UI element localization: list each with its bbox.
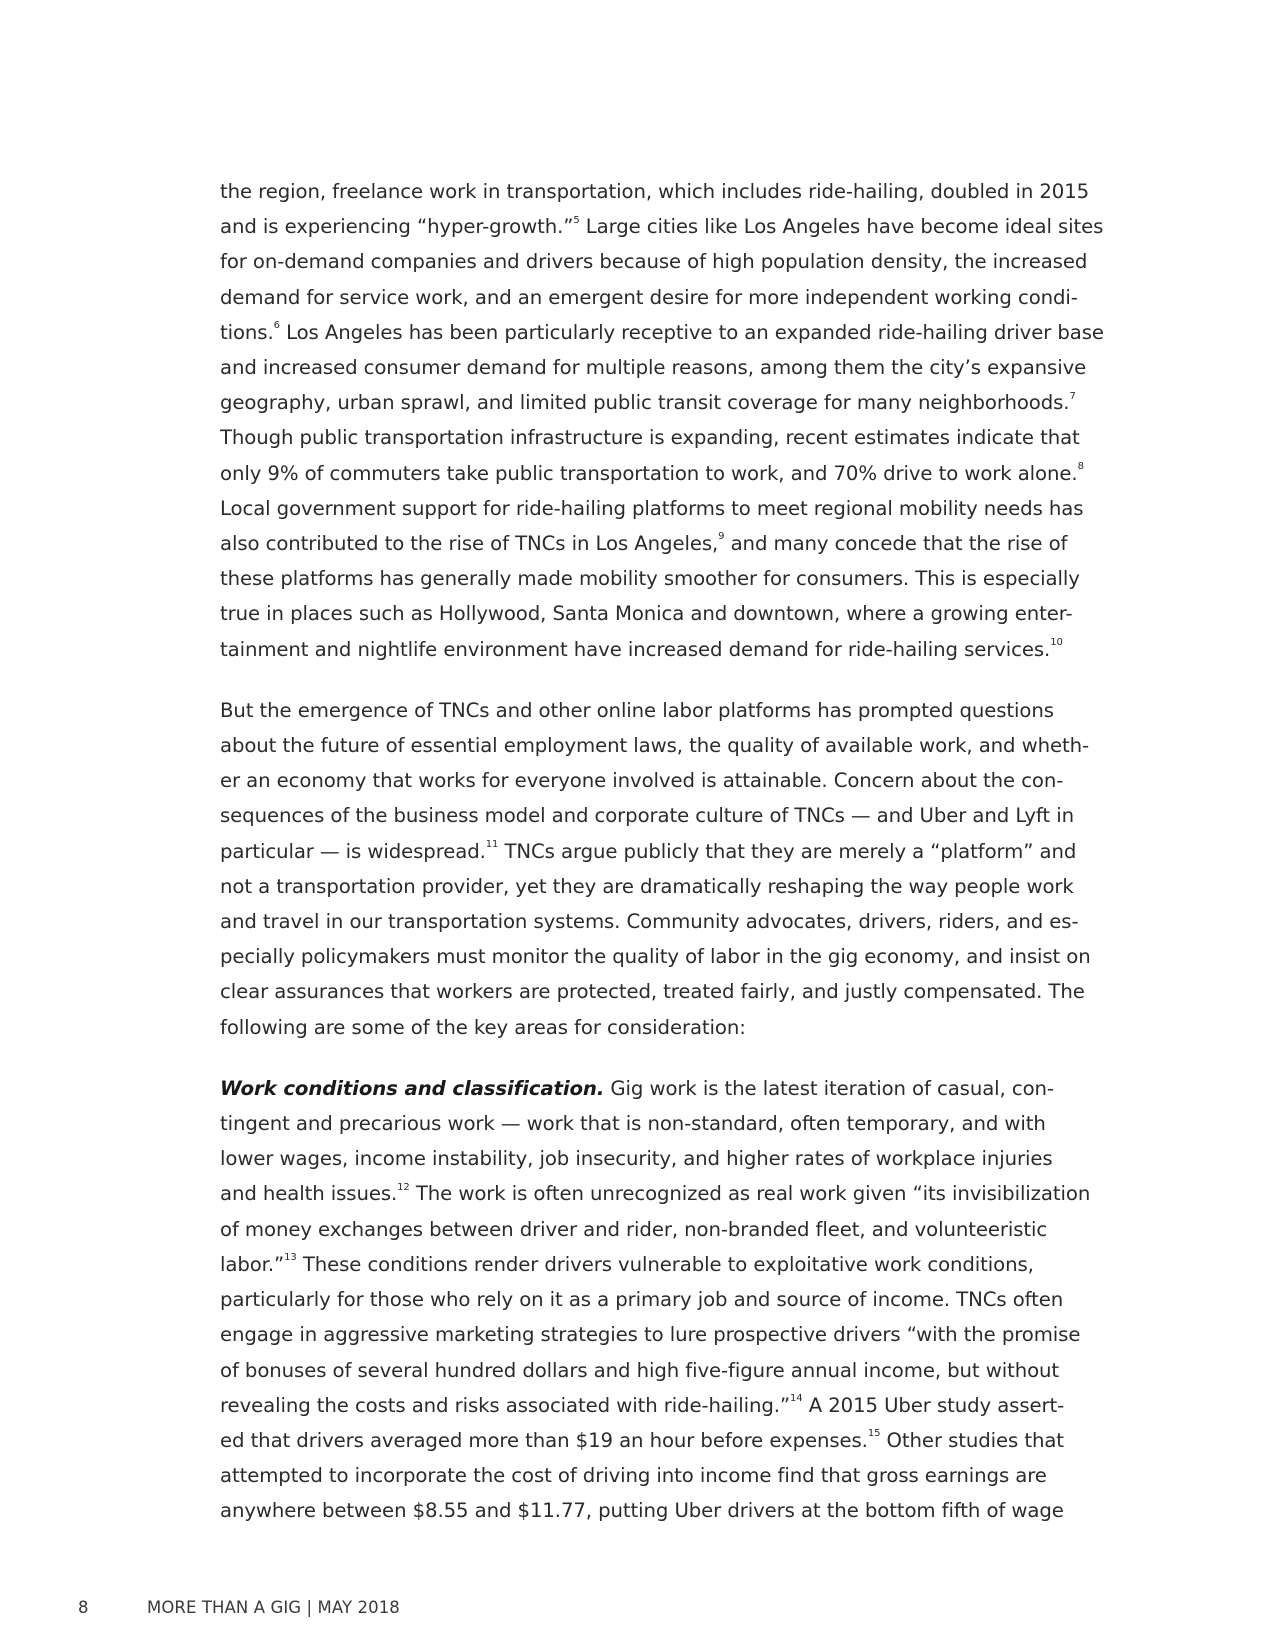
text-line: labor.”$^{13}$ These conditions render drivers vulnerable to exploitative work conditions, (220, 1252, 1034, 1276)
text-line: not a transportation provider, yet they are dramatically reshaping the way people work (220, 874, 1074, 898)
text-line: clear assurances that workers are protected, treated fairly, and justly compensated. The (220, 980, 1085, 1004)
text-line: and travel in our transportation systems. Community advocates, drivers, riders, and es- (220, 910, 1079, 934)
text-line: Though public transportation infrastructure is expanding, recent estimates indicate that (220, 426, 1080, 450)
footnote-ref[interactable]: 12 (397, 1181, 410, 1193)
footnote-ref[interactable]: 8 (1077, 461, 1084, 473)
text-line: ed that drivers averaged more than $19 an hour before expenses.$^{15}$ Other studies that (220, 1428, 1064, 1452)
text-line: these platforms has generally made mobility smoother for consumers. This is especially (220, 567, 1080, 591)
footnote-ref[interactable]: 5 (573, 214, 580, 226)
text-line: tions.$^6$ Los Angeles has been particularly receptive to an expanded ride-hailing driver base (220, 320, 1104, 344)
footnote-ref[interactable]: 6 (273, 320, 280, 332)
text-line: only 9% of commuters take public transportation to work, and 70% drive to work alone.$^8$ (220, 461, 1084, 485)
text-line: of money exchanges between driver and rider, non-branded fleet, and volunteeristic (220, 1217, 1048, 1241)
footnote-ref[interactable]: 11 (485, 839, 499, 851)
footnote-ref[interactable]: 13 (284, 1252, 297, 1264)
footnote-ref[interactable]: 14 (790, 1393, 803, 1405)
text-line: demand for service work, and an emergent desire for more independent working condi- (220, 285, 1078, 309)
text-line: lower wages, income instability, job insecurity, and higher rates of workplace injuries (220, 1147, 1053, 1171)
text-line: about the future of essential employment laws, the quality of available work, and wheth- (220, 734, 1089, 758)
text-line: attempted to incorporate the cost of driving into income find that gross earnings are (220, 1464, 1047, 1488)
running-footer-title: MORE THAN A GIG | MAY 2018 (147, 1598, 400, 1617)
text-line: particular — is widespread.$^{11}$ TNCs argue publicly that they are merely a “platform” and (220, 839, 1077, 863)
text-line: and is experiencing “hyper-growth.”$^5$ Large cities like Los Angeles have become ideal sites (220, 214, 1104, 239)
text-line: pecially policymakers must monitor the quality of labor in the gig economy, and insist on (220, 945, 1091, 969)
text-line: tainment and nightlife environment have increased demand for ride-hailing services.$^{10}$ (220, 637, 1063, 661)
text-line: following are some of the key areas for consideration: (220, 1015, 746, 1039)
text-line: revealing the costs and risks associated with ride-hailing.”$^{14}$ A 2015 Uber study assert- (220, 1393, 1065, 1417)
text-line: the region, freelance work in transportation, which includes ride-hailing, doubled in 2015 (220, 180, 1090, 203)
text-line: engage in aggressive marketing strategies to lure prospective drivers “with the promise (220, 1323, 1081, 1347)
text-line: and health issues.$^{12}$ The work is often unrecognized as real work given “its invisibilization (220, 1181, 1091, 1206)
page-number: 8 (78, 1598, 89, 1617)
footnote-ref[interactable]: 15 (867, 1428, 881, 1440)
text-line: of bonuses of several hundred dollars and high five-figure annual income, but without (220, 1358, 1060, 1382)
paragraph-spacer (220, 667, 1080, 693)
text-line: anywhere between $8.55 and $11.77, putting Uber drivers at the bottom fifth of wage (220, 1499, 1064, 1523)
text-line: sequences of the business model and corporate culture of TNCs — and Uber and Lyft in (220, 804, 1074, 828)
paragraph-spacer (220, 1045, 1080, 1071)
body-text-column (220, 174, 1104, 1529)
section-lead-in: Work conditions and classification. (220, 1076, 605, 1100)
text-line: also contributed to the rise of TNCs in Los Angeles,$^9$ and many concede that the rise of (220, 531, 1068, 556)
text-line: particularly for those who rely on it as a primary job and source of income. TNCs often (220, 1288, 1064, 1312)
text-line: for on-demand companies and drivers because of high population density, the increased (220, 250, 1088, 274)
text-line: true in places such as Hollywood, Santa Monica and downtown, where a growing enter- (220, 602, 1073, 626)
text-line: Work conditions and classification. Gig work is the latest iteration of casual, con- (220, 1076, 1054, 1100)
footnote-ref[interactable]: 10 (1050, 637, 1063, 649)
footnote-ref[interactable]: 7 (1069, 390, 1076, 402)
paragraph-work-conditions (220, 1071, 1091, 1529)
paragraph-tnc-concerns (220, 693, 1091, 1045)
text-line: Local government support for ride-hailing platforms to meet regional mobility needs has (220, 496, 1084, 520)
text-line: and increased consumer demand for multiple reasons, among them the city’s expansive (220, 356, 1087, 380)
text-line: tingent and precarious work — work that is non-standard, often temporary, and with (220, 1112, 1046, 1136)
footnote-ref[interactable]: 9 (718, 531, 725, 543)
paragraph-ride-hailing-growth (220, 174, 1104, 667)
text-line: geography, urban sprawl, and limited public transit coverage for many neighborhoods.$^7$ (220, 390, 1076, 415)
text-line: But the emergence of TNCs and other online labor platforms has prompted questions (220, 698, 1054, 722)
text-line: er an economy that works for everyone involved is attainable. Concern about the con- (220, 769, 1064, 793)
